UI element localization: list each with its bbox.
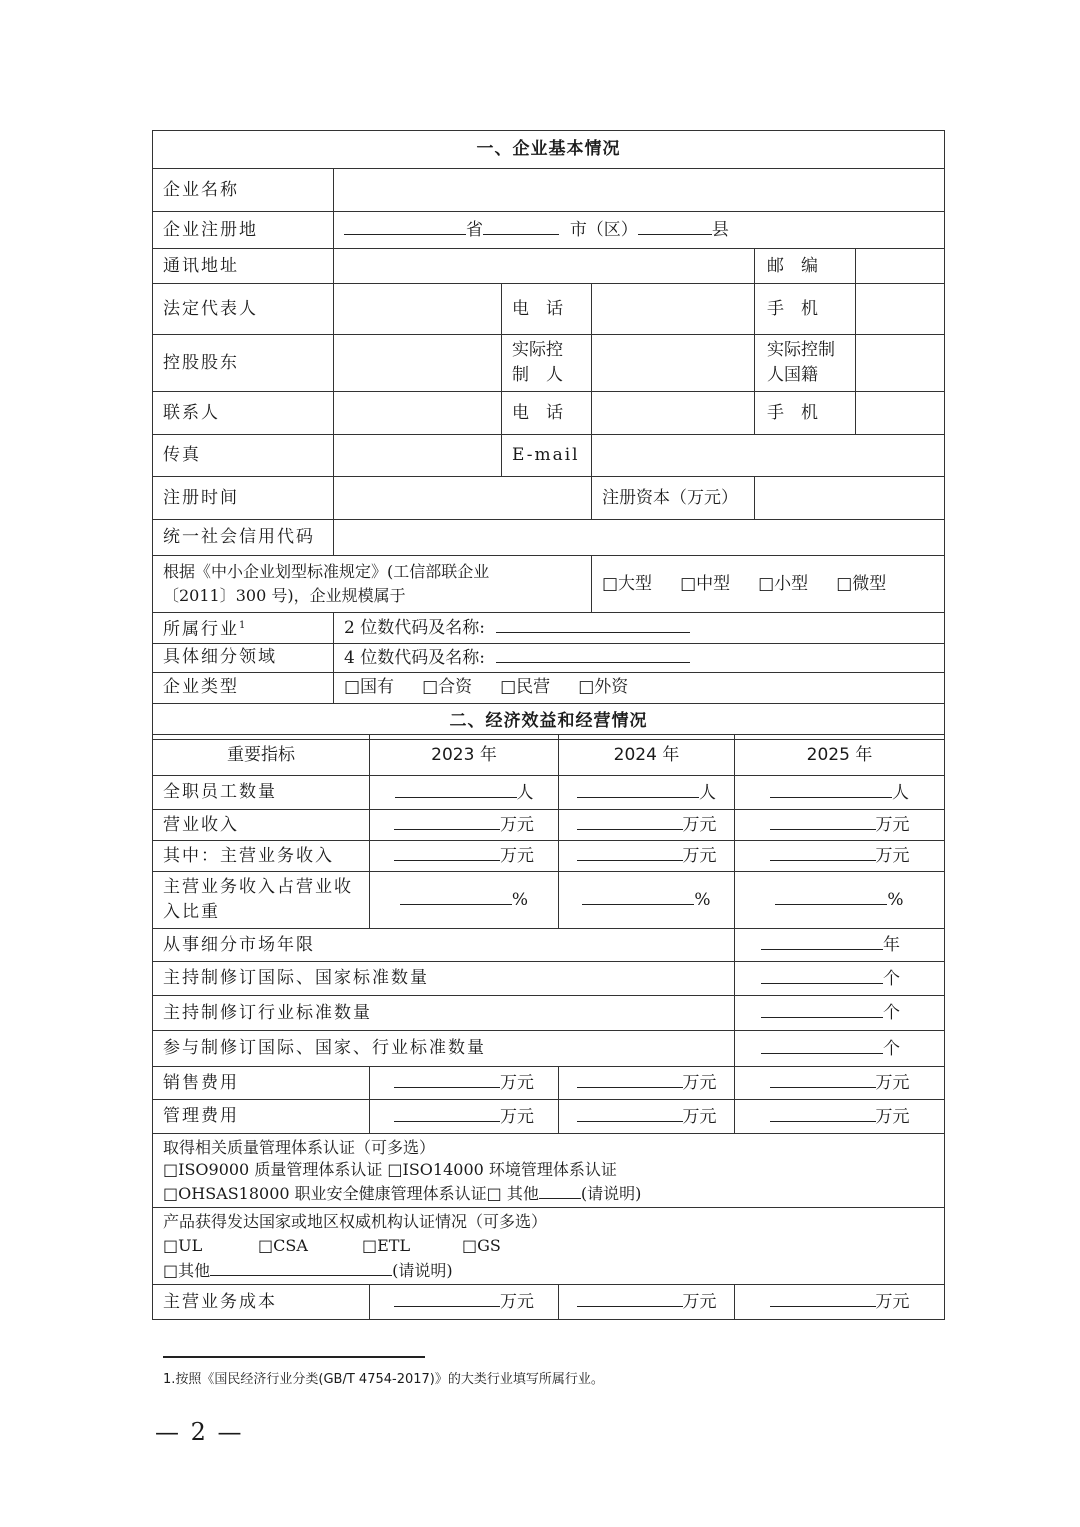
subfield-code-label: 4 位数代码及名称: [344,647,485,668]
label-email: E-mail [502,435,592,477]
checkbox-large[interactable]: □大型 [602,573,653,594]
checkbox-state-owned[interactable]: □国有 [344,677,395,698]
cert-options-line1[interactable]: □ISO9000 质量管理体系认证 □ISO14000 环境管理体系认证 [163,1159,617,1179]
label-main-revenue: 其中：主营业务收入 [153,841,370,872]
section-economic-title: 二、经济效益和经营情况 [153,703,945,739]
contact-mobile-cell [755,392,945,435]
checkbox-gs[interactable]: □GS [462,1235,501,1255]
label-credit-code: 统一社会信用代码 [153,520,334,556]
input-mgmt-cost-2025[interactable]: 万元 [735,1100,945,1134]
header-2025: 2025 年 [735,735,945,776]
label-std-intl: 主持制修订国际、国家标准数量 [153,962,735,996]
section-basic-title: 一、企业基本情况 [153,131,945,169]
label-main-cost: 主营业务成本 [153,1285,370,1320]
checkbox-foreign[interactable]: □外资 [578,677,629,698]
input-main-cost-2023[interactable]: 万元 [370,1285,559,1320]
header-2024: 2024 年 [559,735,735,776]
checkbox-small[interactable]: □小型 [758,573,809,594]
header-2023: 2023 年 [370,735,559,776]
scale-options [592,556,945,613]
input-revenue-2024[interactable]: 万元 [559,810,735,841]
input-mgmt-cost-2023[interactable]: 万元 [370,1100,559,1134]
label-enterprise-scale: 根据《中小企业划型标准规定》(工信部联企业 〔2011〕300 号)，企业规模属于 [153,556,592,613]
label-main-revenue-ratio: 主营业务收入占营业收 入比重 [153,872,370,929]
input-legal-mobile[interactable] [856,284,944,334]
checkbox-micro[interactable]: □微型 [836,573,887,594]
input-ratio-2025[interactable]: % [735,872,945,929]
input-main-cost-2024[interactable]: 万元 [559,1285,735,1320]
checkbox-ul[interactable]: □UL [163,1235,203,1255]
input-controller-nationality[interactable] [856,335,944,391]
input-email[interactable] [592,435,945,477]
label-fax: 传真 [153,435,334,477]
postcode-cell [755,249,945,284]
input-revenue-2023[interactable]: 万元 [370,810,559,841]
label-shareholder: 控股股东 [153,335,334,392]
label-address: 通讯地址 [153,249,334,284]
label-contact-mobile: 手 机 [755,392,856,434]
input-credit-code[interactable] [334,520,945,556]
label-sales-cost: 销售费用 [153,1067,370,1100]
input-fax[interactable] [334,435,502,477]
label-reg-place: 企业注册地 [153,212,334,249]
label-industry: 所属行业$^1$ [153,613,334,644]
label-revenue: 营业收入 [153,810,370,841]
label-legal-mobile: 手 机 [755,284,856,334]
input-ratio-2023[interactable]: % [370,872,559,929]
controller-nation-cell [755,335,945,392]
header-indicator: 重要指标 [153,735,370,776]
input-contact-mobile[interactable] [856,392,944,434]
input-sales-cost-2023[interactable]: 万元 [370,1067,559,1100]
input-revenue-2025[interactable]: 万元 [735,810,945,841]
input-reg-place[interactable] [334,212,945,249]
label-staff: 全职员工数量 [153,776,370,810]
input-reg-time[interactable] [334,477,592,520]
input-main-revenue-2023[interactable]: 万元 [370,841,559,872]
input-legal-rep[interactable] [334,284,502,335]
label-actual-controller: 实际控 制 人 [502,335,592,392]
enterprise-form-table [152,130,945,740]
checkbox-medium[interactable]: □中型 [680,573,731,594]
label-reg-capital: 注册资本（万元） [592,477,755,520]
page-number: — 2 — [155,1418,244,1446]
cert-options-line2[interactable]: □OHSAS18000 职业安全健康管理体系认证□ 其他 (请说明) [163,1181,934,1205]
label-subfield: 具体细分领域 [153,643,334,672]
checkbox-joint-venture[interactable]: □合资 [422,677,473,698]
label-legal-phone: 电 话 [502,284,592,335]
legal-mobile-cell [755,284,945,335]
input-staff-2023[interactable]: 人 [370,776,559,810]
input-staff-2025[interactable]: 人 [735,776,945,810]
checkbox-etl[interactable]: □ETL [362,1235,411,1255]
label-contact: 联系人 [153,392,334,435]
label-std-participate: 参与制修订国际、国家、行业标准数量 [153,1031,735,1067]
input-std-participate[interactable]: 个 [735,1031,945,1067]
input-main-revenue-2024[interactable]: 万元 [559,841,735,872]
label-legal-rep: 法定代表人 [153,284,334,335]
city-label: 市（区） [569,220,638,240]
product-cert-title: 产品获得发达国家或地区权威机构认证情况（可多选） [163,1211,548,1231]
input-staff-2024[interactable]: 人 [559,776,735,810]
product-cert-options [163,1234,934,1258]
cert-title: 取得相关质量管理体系认证（可多选） [163,1137,436,1157]
label-company-name: 企业名称 [153,169,334,212]
input-std-industry[interactable]: 个 [735,996,945,1031]
label-mgmt-cost: 管理费用 [153,1100,370,1134]
county-label: 县 [711,220,729,240]
input-years-market[interactable]: 年 [735,929,945,962]
input-legal-phone[interactable] [592,284,755,335]
cert-cell [153,1134,945,1208]
checkbox-private[interactable]: □民营 [500,677,551,698]
product-cert-cell [153,1208,945,1285]
label-reg-time: 注册时间 [153,477,334,520]
input-sales-cost-2024[interactable]: 万元 [559,1067,735,1100]
checkbox-csa[interactable]: □CSA [258,1235,308,1255]
footnote-divider [163,1356,425,1358]
label-years-market: 从事细分市场年限 [153,929,735,962]
input-mgmt-cost-2024[interactable]: 万元 [559,1100,735,1134]
footnote: 1.按照《国民经济行业分类(GB/T 4754-2017)》的大类行业填写所属行业。 [163,1372,604,1387]
input-shareholder[interactable] [334,335,502,392]
economic-table [152,734,945,1320]
label-controller-nationality: 实际控制 人国籍 [755,335,856,391]
input-main-revenue-2025[interactable]: 万元 [735,841,945,872]
industry-code-label: 2 位数代码及名称: [344,617,485,638]
input-subfield[interactable] [334,643,945,672]
province-label: 省 [466,220,483,240]
input-std-intl[interactable]: 个 [735,962,945,996]
label-std-industry: 主持制修订行业标准数量 [153,996,735,1031]
label-enterprise-type: 企业类型 [153,672,334,703]
label-postcode: 邮 编 [755,249,856,283]
input-contact[interactable] [334,392,502,435]
input-company-name[interactable] [334,169,945,212]
input-sales-cost-2025[interactable]: 万元 [735,1067,945,1100]
input-main-cost-2025[interactable]: 万元 [735,1285,945,1320]
label-contact-phone: 电 话 [502,392,592,435]
input-industry[interactable] [334,613,945,644]
input-contact-phone[interactable] [592,392,755,435]
type-options [334,672,945,703]
input-reg-capital[interactable] [755,477,945,520]
input-actual-controller[interactable] [592,335,755,392]
input-postcode[interactable] [856,249,944,283]
input-ratio-2024[interactable]: % [559,872,735,929]
product-cert-other[interactable]: □其他 (请说明) [163,1258,934,1283]
input-address[interactable] [334,249,755,284]
